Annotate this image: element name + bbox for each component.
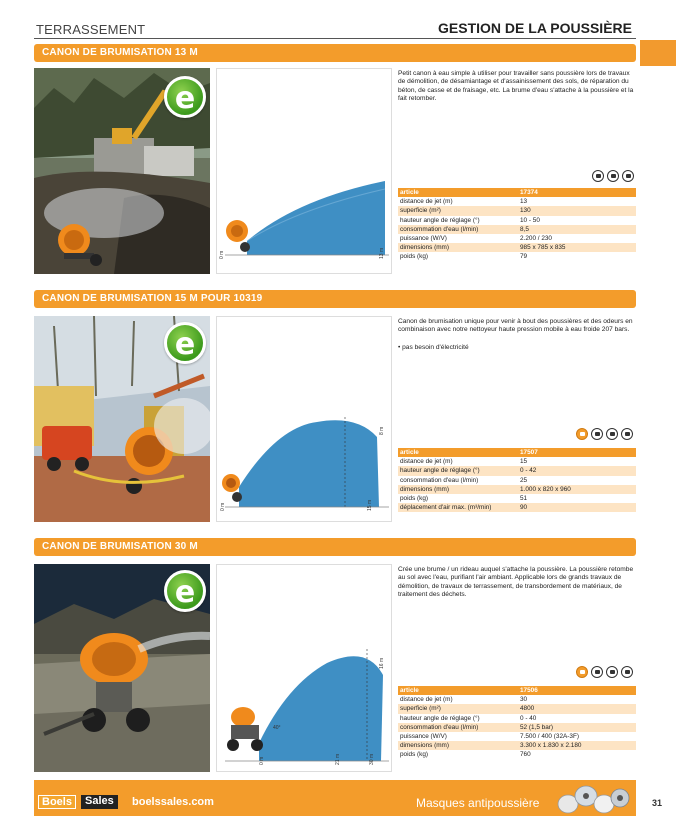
eco-badge-icon: e xyxy=(164,570,206,612)
spec-table-17374: article 17374 distance de jet (m) 13 superficie (m²) 130 hauteur angle de réglage (°) 10 - 50 consommation d'eau (l/min) 8,5 puissance (W/V) 2.200 / 230 dimensions (mm) 985 x 785 x 835 poids (kg) 79 xyxy=(398,188,636,262)
diagram-label-mid: 21 m xyxy=(335,753,341,765)
product-description: Canon de brumisation unique pour venir à bout des poussières et des odeurs en combinaison avec notre nettoyeur haute pression mobile à eau froide 207 bars. xyxy=(398,318,633,334)
mask-icon xyxy=(621,666,633,678)
spray-diagram-30m xyxy=(216,564,392,772)
diagram-label-distance: 13 m xyxy=(379,247,385,259)
diagram-label-height: 8 m xyxy=(379,426,385,435)
pressure-washer-icon xyxy=(576,666,588,678)
product-description: Petit canon à eau simple à utiliser pour travailler sans poussière lors de travaux de démolition, de désamiantage et d'assainissement des sols, de réparation du béton, de casse et de fraisage, etc. La brume d'eau s'attache à la poussière et la fait retomber. xyxy=(398,70,634,103)
plug-icon xyxy=(606,666,618,678)
section-bar-canon-30m xyxy=(34,538,636,556)
hose-icon xyxy=(592,170,604,182)
section-category: TERRASSEMENT xyxy=(36,22,146,37)
hose-icon xyxy=(591,428,603,440)
dust-masks-image xyxy=(554,782,634,816)
eco-badge-icon: e xyxy=(164,76,206,118)
product-photo-canon-30m xyxy=(34,564,210,772)
diagram-label-distance: 15 m xyxy=(367,499,373,511)
eco-badge-icon: e xyxy=(164,322,206,364)
product-photo-canon-15m xyxy=(34,316,210,522)
spec-table-17506: article 17506 distance de jet (m) 30 superficie (m²) 4800 hauteur angle de réglage (°) 0 - 40 consommation d'eau (l/min) 52 (1,5 bar) puissance (W/V) 7.500 / 400 (32A-3F) dimensions (mm) 3.300 x 1.830 x 2.180 poids (kg) 760 xyxy=(398,686,636,760)
pressure-washer-icon xyxy=(576,428,588,440)
page-title: GESTION DE LA POUSSIÈRE xyxy=(438,20,632,36)
section-title: CANON DE BRUMISATION 13 M xyxy=(42,47,198,58)
product-photo-canon-13m xyxy=(34,68,210,274)
spray-diagram-13m xyxy=(216,68,392,274)
sales-logo: Sales xyxy=(81,795,118,809)
diagram-label-angle: 40° xyxy=(273,725,281,731)
mask-icon xyxy=(622,170,634,182)
spec-table-17507: article 17507 distance de jet (m) 15 hauteur angle de réglage (°) 0 - 42 consommation d'eau (l/min) 25 dimensions (mm) 1.000 x 820 x 960 poids (kg) 51 déplacement d'air max. (m³/min) 90 xyxy=(398,448,636,512)
footer-website-link[interactable]: boelssales.com xyxy=(132,796,214,808)
hose-icon xyxy=(591,666,603,678)
footer-banner xyxy=(34,780,636,816)
footer-title: Masques antipoussière xyxy=(416,796,540,810)
boels-logo: Boels xyxy=(38,795,76,809)
usage-icons xyxy=(576,666,633,678)
section-title: CANON DE BRUMISATION 15 M POUR 10319 xyxy=(42,293,263,304)
page-number: 31 xyxy=(651,798,662,808)
usage-icons xyxy=(592,170,634,182)
header-divider xyxy=(34,38,636,39)
usage-icons xyxy=(576,428,633,440)
section-bar-canon-15m xyxy=(34,290,636,308)
mask-icon xyxy=(621,428,633,440)
spray-diagram-15m xyxy=(216,316,392,522)
section-title: CANON DE BRUMISATION 30 M xyxy=(42,541,198,552)
feature-bullet: • pas besoin d'électricité xyxy=(398,344,469,351)
plug-icon xyxy=(606,428,618,440)
diagram-label-origin: 0 m xyxy=(220,502,226,511)
section-bar-canon-13m xyxy=(34,44,636,62)
plug-icon xyxy=(607,170,619,182)
side-tab-marker xyxy=(640,40,676,66)
diagram-label-height: 16 m xyxy=(379,657,385,669)
diagram-label-distance: 30 m xyxy=(369,753,375,765)
diagram-label-origin: 0 m xyxy=(219,250,225,259)
product-description: Crée une brume / un rideau auquel s'attache la poussière. La poussière retombe au sol avec l'eau, purifiant l'air ambiant. Applicable lors de grands travaux de démolition, de travaux de terrassement, de transbordement de matériaux, de traitement des déchets. xyxy=(398,566,634,599)
diagram-label-origin: 0 m xyxy=(259,756,265,765)
